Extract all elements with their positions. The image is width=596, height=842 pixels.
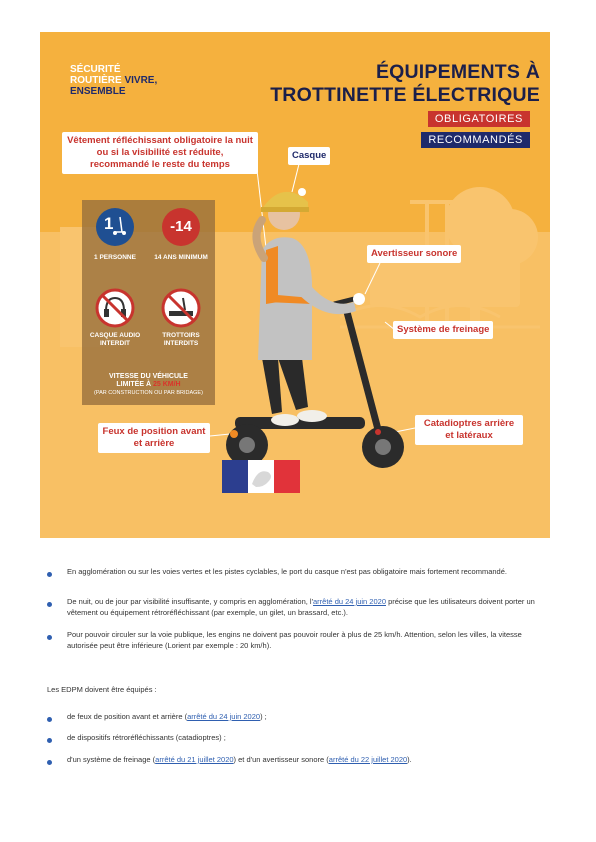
speed-line2: LIMITÉE À: [116, 381, 152, 388]
callout-brakes: Système de freinage: [393, 321, 493, 339]
callout-helmet: Casque: [288, 147, 330, 165]
title-line2: TROTTINETTE ÉLECTRIQUE: [270, 84, 540, 106]
equipment-list-intro: Les EDPM doivent être équipés :: [47, 685, 157, 694]
bullet-icon: [47, 572, 52, 577]
speed-value: 25 KM/H: [152, 381, 181, 388]
decree-link-july-21[interactable]: arrêté du 21 juillet 2020: [155, 755, 234, 764]
legend-recommended: RECOMMANDÉS: [421, 132, 530, 148]
list-item-reflectors: de dispositifs rétroréfléchissants (catadioptres) ;: [67, 733, 226, 742]
slogan-line2b: VIVRE,: [124, 75, 158, 86]
bullet-icon: [47, 760, 52, 765]
callout-position-lights: Feux de position avant et arrière: [98, 423, 210, 453]
speed-note: (PAR CONSTRUCTION OU PAR BRIDAGE): [94, 390, 203, 396]
no-headphones-caption: CASQUE AUDIO INTERDIT: [89, 332, 141, 347]
marianne-government-logo: [222, 460, 300, 493]
speed-limit-text: [86, 373, 211, 397]
speed-line1: VITESSE DU VÉHICULE: [109, 373, 188, 380]
item3-after: ).: [407, 755, 412, 764]
item1-before: de feux de position avant et arrière (: [67, 712, 188, 721]
item3-before: d'un système de freinage (: [67, 755, 156, 764]
paragraph-night-visibility: [67, 596, 552, 618]
bullet-icon: [47, 635, 52, 640]
item3-mid: ) et d'un avertisseur sonore (: [233, 755, 329, 764]
no-sidewalk-icon: [161, 288, 201, 328]
paragraph-speed: Pour pouvoir circuler sur la voie publique, les engins ne doivent pas pouvoir rouler à plus de 25 km/h. Attention, selon les villes, la vitesse autorisée peut être inférieure (Lorient par exemple : 20 km/h).: [67, 630, 522, 650]
paragraph-helmet: En agglomération ou sur les voies vertes et les pistes cyclables, le port du casque n'est pas obligatoire mais fortement recommandé.: [67, 567, 507, 576]
slogan-line1: SÉCURITÉ: [70, 64, 121, 75]
decree-link-july-22[interactable]: arrêté du 22 juillet 2020: [328, 755, 408, 764]
title-line1: ÉQUIPEMENTS À: [375, 61, 540, 83]
scooter-pictogram-icon: [112, 216, 128, 236]
no-sidewalk-caption: TROTTOIRS INTERDITS: [162, 332, 200, 347]
callout-reflectors: Catadioptres arrière et latéraux: [415, 415, 523, 445]
slogan-line3: ENSEMBLE: [70, 86, 126, 97]
p2-after: précise que les utilisateurs doivent porter un vêtement ou équipement rétroréfléchissant (par exemple, un gilet, un brassard, etc.).: [67, 597, 535, 617]
callout-reflective-vest: Vêtement réfléchissant obligatoire la nuit ou si la visibilité est réduite, recommandé le reste du temps: [62, 132, 258, 174]
item1-after: ) ;: [260, 712, 267, 721]
one-person-caption: 1 PERSONNE: [94, 254, 136, 261]
one-person-symbol: 1: [104, 214, 114, 233]
decree-link-june-24[interactable]: arrêté du 24 juin 2020: [313, 597, 386, 606]
decree-link-june-24-lights[interactable]: arrêté du 24 juin 2020: [187, 712, 261, 721]
bullet-icon: [47, 602, 52, 607]
bullet-icon: [47, 738, 52, 743]
p2-before: De nuit, ou de jour par visibilité insuffisante, y compris en agglomération, l': [67, 597, 314, 606]
rules-panel: [82, 200, 215, 405]
slogan-line2a: ROUTIÈRE: [70, 75, 122, 86]
age-limit-caption: 14 ANS MINIMUM: [154, 254, 208, 261]
list-item-brakes-horn: [67, 754, 552, 765]
callout-horn: Avertisseur sonore: [367, 245, 461, 263]
legend-required: OBLIGATOIRES: [428, 111, 530, 127]
no-headphones-icon: [95, 288, 135, 328]
list-item-position-lights: [67, 711, 547, 722]
bullet-icon: [47, 717, 52, 722]
age-limit-symbol: -14: [170, 218, 192, 235]
